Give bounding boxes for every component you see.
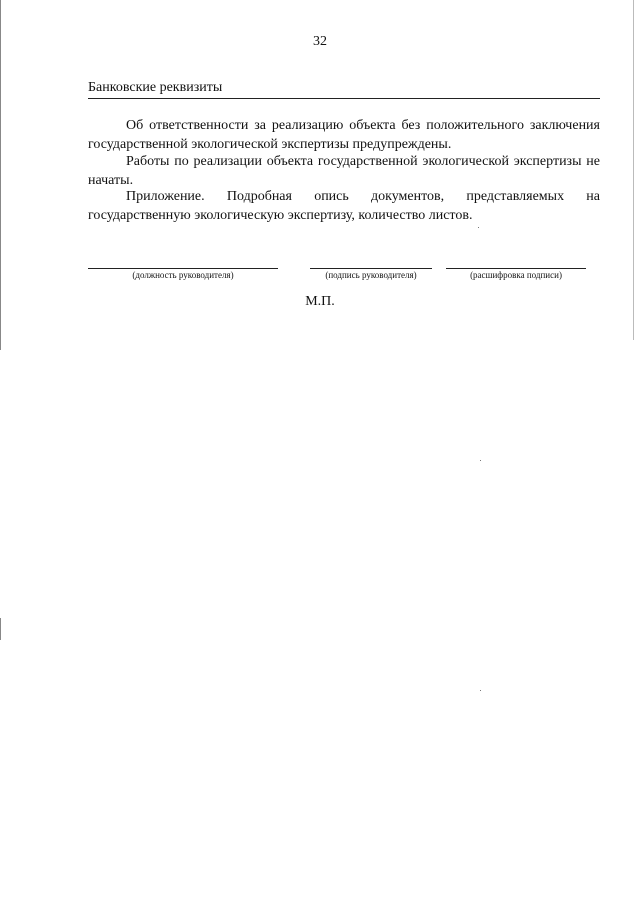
signature-field: (подпись руководителя)	[310, 268, 432, 280]
position-signature-field: (должность руководителя)	[88, 268, 278, 280]
appendix-text: Приложение. Подробная опись документов, представляемых на государственную экологическую экспертизу, количество листов.	[88, 189, 600, 223]
transcript-signature-field: (расшифровка подписи)	[446, 268, 586, 280]
scan-edge-left-top	[0, 0, 1, 350]
scan-speck	[480, 690, 481, 691]
scan-speck	[478, 227, 479, 228]
appendix-paragraph	[88, 187, 600, 225]
scan-speck	[480, 460, 481, 461]
stamp-place: М.П.	[305, 294, 335, 309]
liability-text: Об ответственности за реализацию объекта без положительного заключения государственной экологической экспертизы предупреждены.	[88, 118, 600, 152]
page-number: 32	[313, 34, 327, 49]
liability-paragraph	[88, 116, 600, 154]
bank-details-line	[88, 80, 600, 99]
scan-edge-left-mark	[0, 618, 1, 640]
works-text: Работы по реализации объекта государственной экологической экспертизы не начаты.	[88, 154, 600, 188]
bank-details-label: Банковские реквизиты	[88, 80, 223, 95]
works-paragraph	[88, 152, 600, 190]
scan-edge-right	[633, 0, 634, 340]
